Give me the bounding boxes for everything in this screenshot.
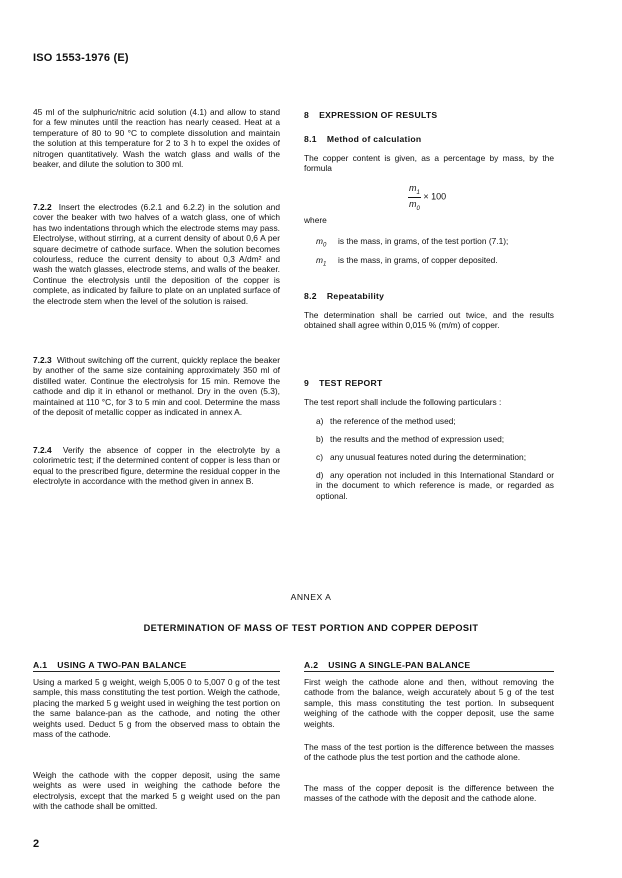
clause-number: 7.2.3 — [33, 355, 52, 365]
report-item-c: c) any unusual features noted during the determination; — [316, 452, 527, 462]
report-item-d: d) any operation not included in this International Standard or in the document to which reference is made, or regarded as optional. — [316, 470, 554, 501]
section-title: Method of calculation — [326, 134, 422, 144]
clause-text: Verify the absence of copper in the electrolyte by a colorimetric test; if the determined content of copper is less than or equal to the prescribed figure, determine the residual copper in the electrolyte in accordance with the method given in annex B. — [33, 445, 280, 487]
section-number: 9 — [304, 378, 310, 388]
document-header: ISO 1553-1976 (E) — [33, 52, 129, 64]
section-8-2-text: The determination shall be carried out twice, and the results obtained shall agree within 0,015 % (m/m) of copper. — [304, 310, 554, 331]
section-title: TEST REPORT — [319, 378, 383, 388]
section-title: USING A SINGLE-PAN BALANCE — [328, 660, 471, 670]
section-8-heading — [304, 110, 554, 120]
clause-number: 7.2.2 — [33, 202, 52, 212]
section-9-intro: The test report shall include the following particulars : — [304, 397, 502, 407]
section-8-1-heading — [304, 134, 554, 144]
copper-content-formula — [408, 183, 446, 212]
page-number: 2 — [33, 838, 40, 850]
section-8-1-text: The copper content is given, as a percentage by mass, by the formula — [304, 153, 554, 174]
section-divider — [33, 671, 280, 672]
section-number: 8 — [304, 110, 310, 120]
fraction-numerator: $m_1$ — [409, 183, 420, 196]
definition-m0 — [316, 236, 566, 249]
section-8-2-heading — [304, 291, 554, 301]
section-number: A.2 — [304, 660, 319, 670]
fraction-denominator: $m_0$ — [409, 198, 420, 212]
formula-multiplier: × 100 — [423, 191, 447, 202]
definition-symbol: $m_1$ — [316, 255, 327, 268]
annex-a2-paragraph-2: The mass of the test portion is the difference between the masses of the cathode plus the test portion and the cathode alone. — [304, 742, 554, 763]
clause-text: Without switching off the current, quickly replace the beaker by another of the same size containing approximately 350 ml of distilled water. Continue the electrolysis for 15 min. Remove the cathode and dip it in ethanol or methanol. Dry in the oven (5.3), maintained at 110 °C, for 3 to 5 min and cool. Determine the mass of the deposit of metallic copper as indicated in annex A. — [33, 355, 280, 418]
section-title: USING A TWO-PAN BALANCE — [57, 660, 187, 670]
section-title: Repeatability — [326, 291, 385, 301]
annex-a1-paragraph-2: Weigh the cathode with the copper deposit, using the same weights as were used in weighing the cathode before the electrolysis, except that the marked 5 g weight used on the pan with the cathode shall be omitted. — [33, 770, 280, 812]
annex-a1-paragraph-1: Using a marked 5 g weight, weigh 5,005 0 to 5,007 0 g of the test sample, this mass constituting the test portion. Weigh the cathode, placing the marked 5 g weight used in weighing the test portion on the same balance-pan as the cathode, and noting the other weights used. Deduct 5 g from the observed mass to obtain the mass of the cathode. — [33, 677, 280, 740]
definition-m1 — [316, 255, 566, 268]
report-item-b: b) the results and the method of expression used; — [316, 434, 505, 444]
clause-number: 7.2.4 — [33, 445, 52, 455]
definition-text: is the mass, in grams, of the test portion (7.1); — [338, 236, 509, 246]
definition-text: is the mass, in grams, of copper deposited. — [338, 255, 498, 265]
section-divider — [304, 671, 554, 672]
fraction — [408, 183, 421, 212]
clause-text: Insert the electrodes (6.2.1 and 6.2.2) in the solution and cover the beaker with two halves of a watch glass, one of which has two indentations through which the electrode stems may pass. Electrolyse, without stirring, at a current density of about 0,6 A per square decimetre of cathode surface. When the solution becomes colourless, reduce the current density to about 0,3 A/dm² and wash the watch glasses, electrode stems, and walls of the beaker. Continue the electrolysis until the deposition of the copper is complete, as indicated by failure to plate on an unplated surface of the electrode stem when the level of the solution is raised. — [33, 202, 280, 306]
section-9-heading — [304, 378, 554, 388]
annex-a2-paragraph-1: First weigh the cathode alone and then, without removing the cathode from the balance, weigh accurately about 5 g of the test sample, this mass constituting the test portion. In subsequent weighing of the cathode with the copper deposit, use the same weights. — [304, 677, 554, 729]
section-number: 8.2 — [304, 291, 317, 301]
annex-a2-heading — [304, 660, 554, 670]
clause-7-2-3 — [33, 355, 280, 417]
paragraph-intro: 45 ml of the sulphuric/nitric acid solution (4.1) and allow to stand for a few minutes until the reaction has nearly ceased. Heat at a temperature of 80 to 90 °C to complete dissolution and maintain the solution at this temperature for 2 to 3 h to expel the oxides of nitrogen quantitatively. Wash the watch glass and walls of the beaker, and dilute the solution to 300 ml. — [33, 107, 280, 170]
annex-a2-paragraph-3: The mass of the copper deposit is the difference between the masses of the cathode with the deposit and the cathode alone. — [304, 783, 554, 804]
annex-a1-heading — [33, 660, 280, 670]
annex-label: ANNEX A — [290, 592, 332, 602]
clause-7-2-4 — [33, 445, 280, 487]
where-label: where — [304, 215, 327, 225]
clause-7-2-2 — [33, 202, 280, 306]
report-item-a: a) the reference of the method used; — [316, 416, 456, 426]
section-title: EXPRESSION OF RESULTS — [319, 110, 438, 120]
definition-symbol: $m_0$ — [316, 236, 327, 249]
annex-title: DETERMINATION OF MASS OF TEST PORTION AND COPPER DEPOSIT — [143, 623, 479, 633]
section-number: A.1 — [33, 660, 48, 670]
section-number: 8.1 — [304, 134, 317, 144]
